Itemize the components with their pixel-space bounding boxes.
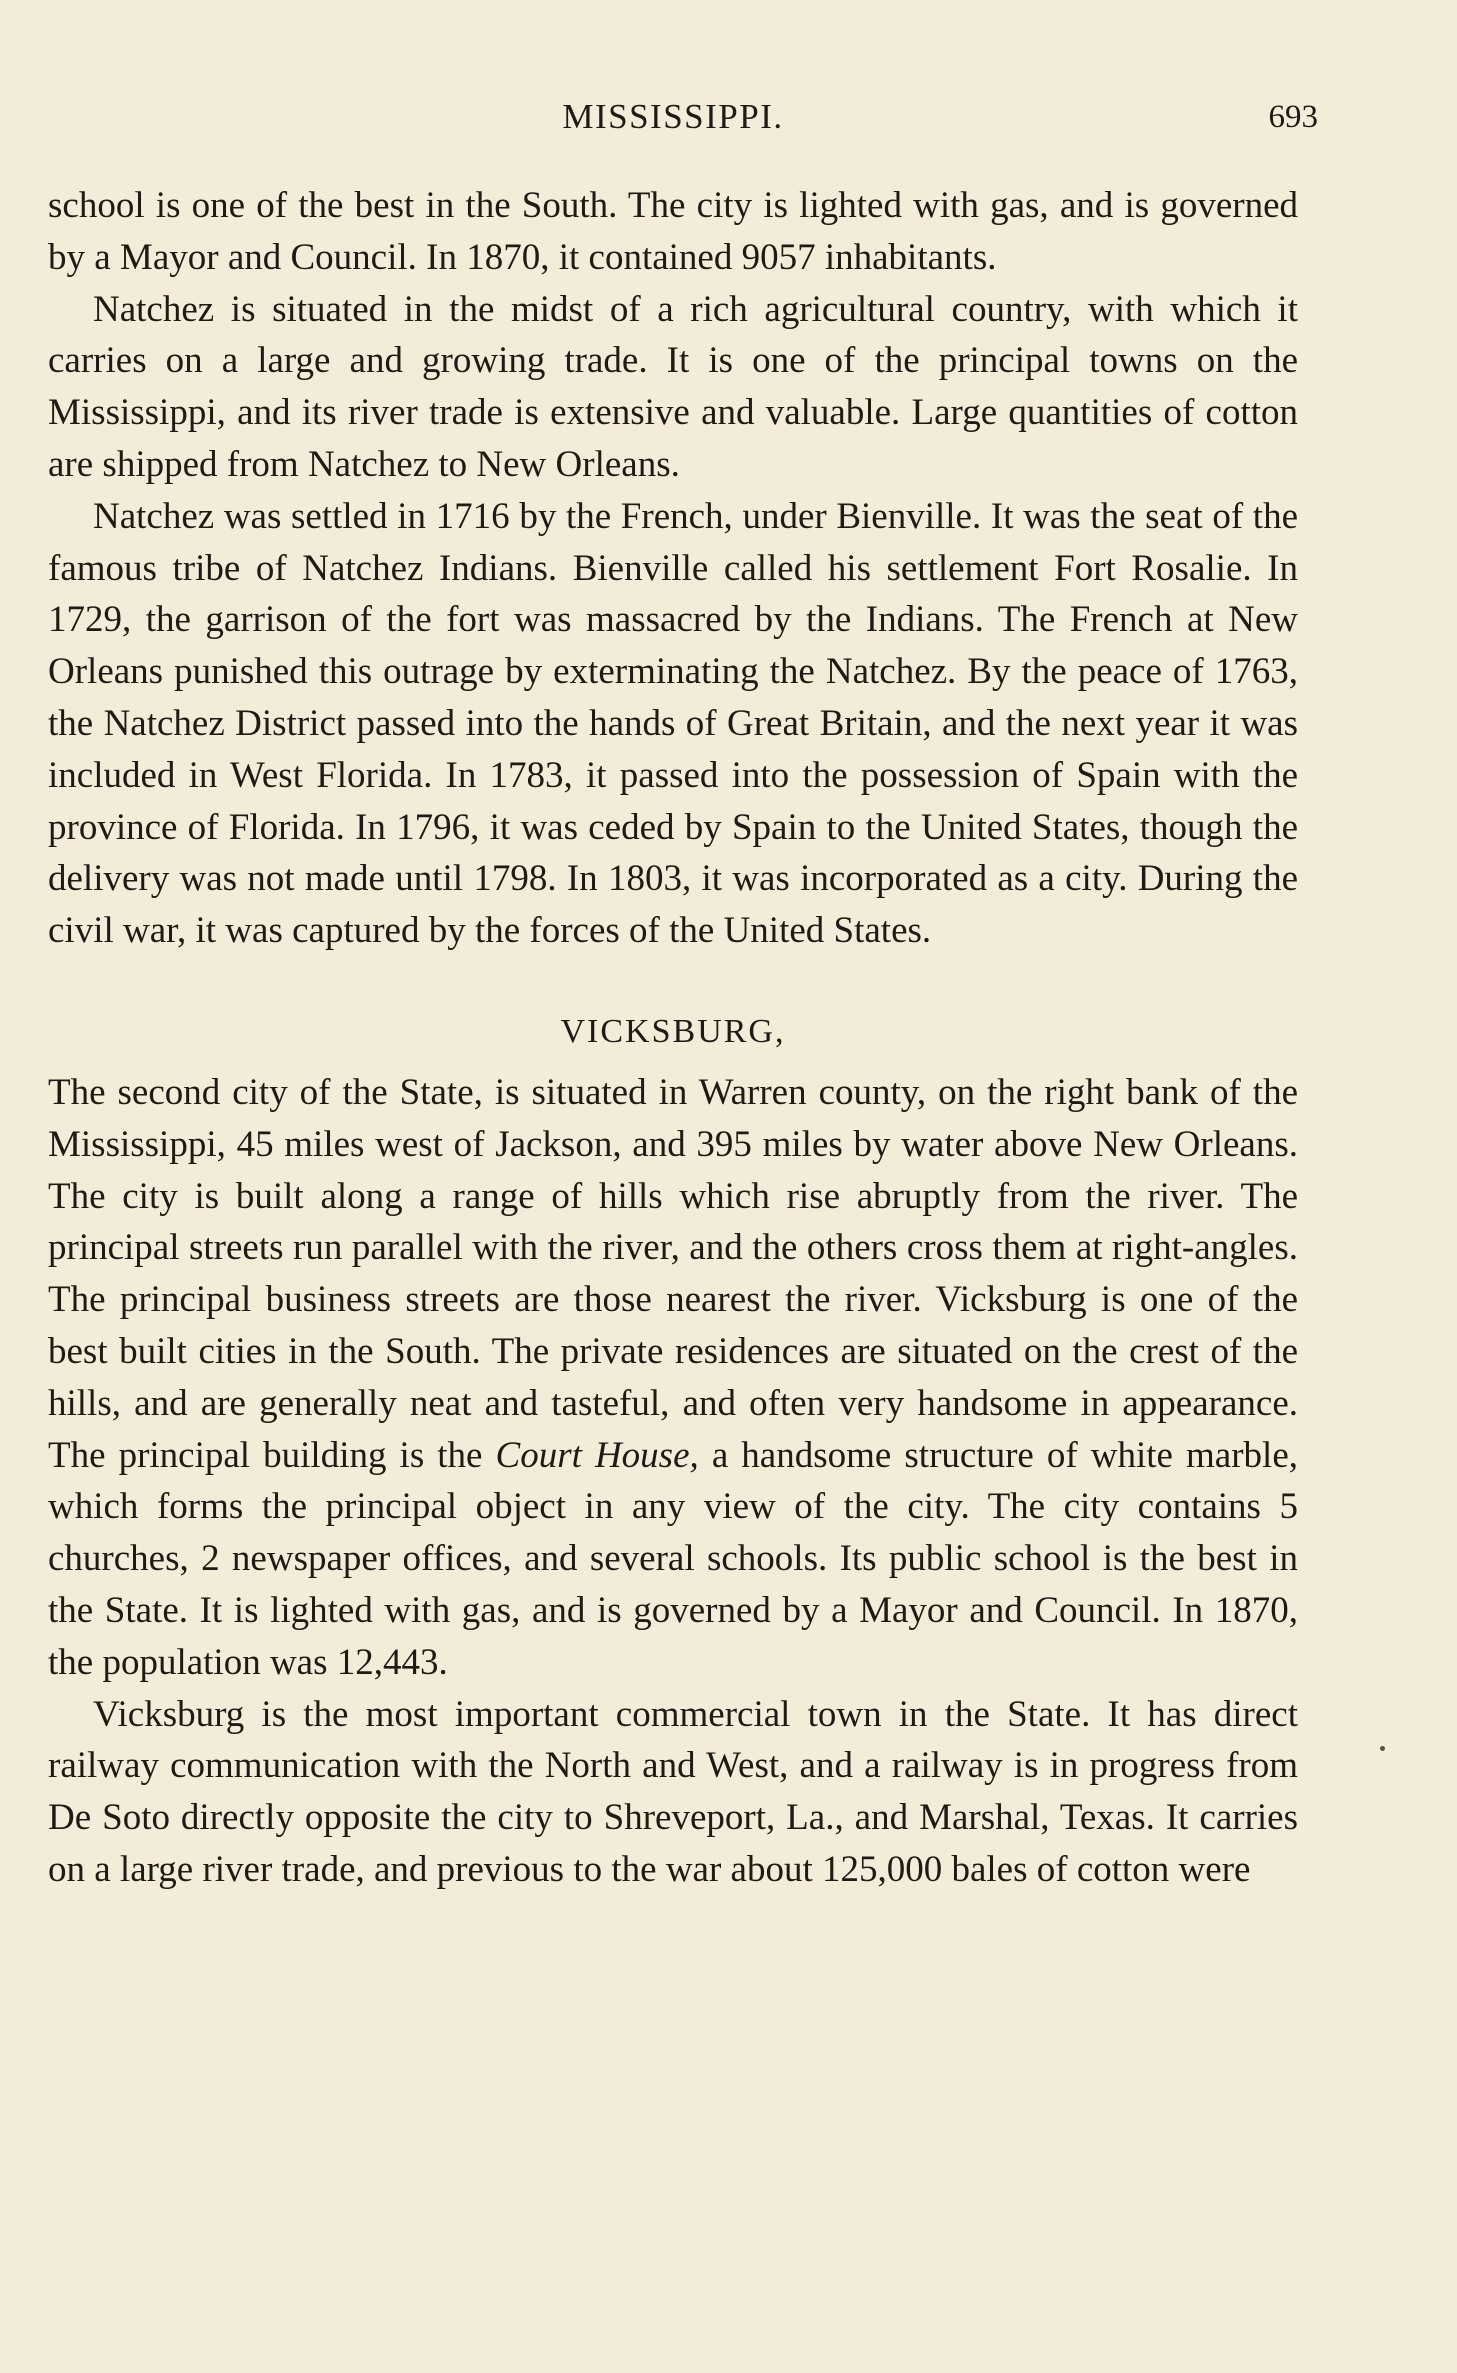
running-title: MISSISSIPPI. [562, 97, 784, 136]
margin-speck [1380, 1746, 1385, 1751]
paragraph-text-end: a handsome structure of white marble, which forms the principal object in any view of the city. The city contains 5 churches, 2 newspaper offices, and several schools. Its public school is the best in the State. It is lighted with gas, and is governed by a Mayor and Council. In 1870, the population was 12,443. [48, 1434, 1299, 1683]
italic-court-house: Court House, [495, 1434, 699, 1476]
paragraph-text-start: The second city of the State, is situated in Warren county, on the right bank of the Mississippi, 45 miles west of Jackson, and 395 miles by water above New Orleans. The city is built along a range of hills which rise abruptly from the river. The principal streets run parallel with the river, and the others cross them at right-angles. The principal business streets are those nearest the river. Vicksburg is one of the best built cities in the South. The private residences are situated on the crest of the hills, and are generally neat and tasteful, and often very handsome in appearance. The principal building is the [48, 1071, 1298, 1476]
paragraph-continued: school is one of the best in the South. The city is lighted with gas, and is governed by a Mayor and Council. In 1870, it contained 9057 inhabitants. [48, 185, 1298, 278]
running-head [48, 92, 1318, 142]
page-number: 693 [1268, 99, 1318, 135]
book-page [48, 0, 1318, 2373]
paragraph-vicksburg-commerce: Vicksburg is the most important commercial town in the State. It has direct railway communication with the North and West, and a railway is in progress from De Soto directly opposite the city to Shreveport, La., and Marshal, Texas. It carries on a large river trade, and previous to the war about 125,000 bales of cotton were [48, 1693, 1298, 1890]
paragraph-vicksburg-description [48, 1067, 1298, 1689]
section-heading-vicksburg: VICKSBURG, [560, 1012, 786, 1050]
paragraph-natchez-trade: Natchez is situated in the midst of a rich agricultural country, with which it carries on a large and growing trade. It is one of the principal towns on the Mississippi, and its river trade is extensive and valuable. Large quantities of cotton are shipped from Natchez to New Orleans. [48, 288, 1298, 485]
body-text [48, 180, 1298, 1896]
paragraph-natchez-history: Natchez was settled in 1716 by the French, under Bienville. It was the seat of the famous tribe of Natchez Indians. Bienville called his settlement Fort Rosalie. In 1729, the garrison of the fort was massacred by the Indians. The French at New Orleans punished this outrage by exterminating the Natchez. By the peace of 1763, the Natchez District passed into the hands of Great Britain, and the next year it was included in West Florida. In 1783, it passed into the possession of Spain with the province of Florida. In 1796, it was ceded by Spain to the United States, though the delivery was not made until 1798. In 1803, it was incorporated as a city. During the civil war, it was captured by the forces of the United States. [48, 495, 1298, 952]
